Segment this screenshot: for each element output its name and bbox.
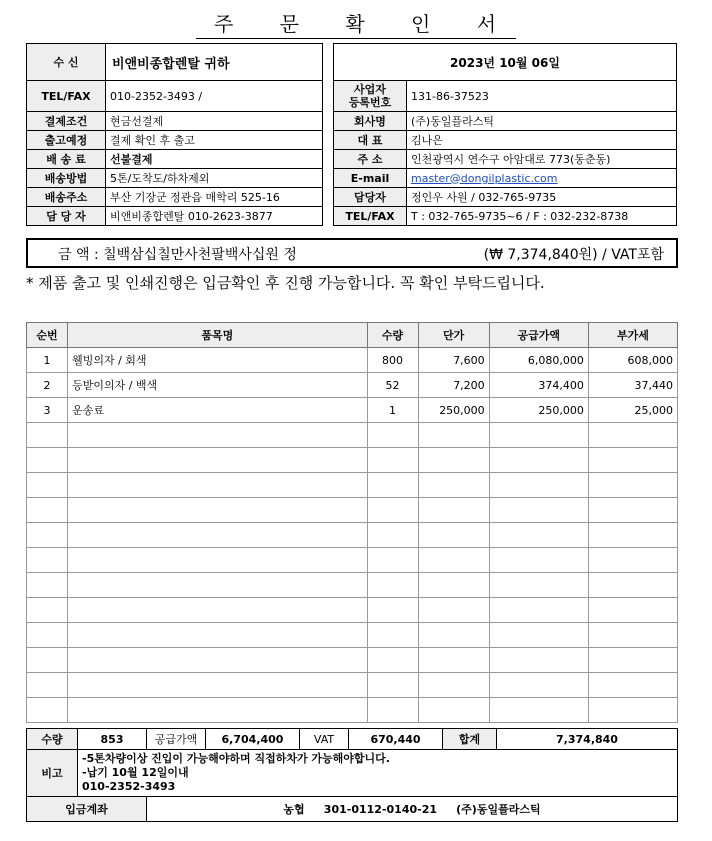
empty-cell xyxy=(367,548,418,573)
remark-line: 010-2352-3493 xyxy=(82,780,176,793)
amount-text: 금 액 : 칠백삼십칠만사천팔백사십원 정 xyxy=(58,247,297,263)
empty-cell xyxy=(68,523,367,548)
empty-cell xyxy=(418,473,489,498)
empty-cell xyxy=(588,648,677,673)
empty-table-row xyxy=(27,598,678,623)
empty-cell xyxy=(27,623,68,648)
address-value: 인천광역시 연수구 아암대로 773(동춘동) xyxy=(407,150,677,169)
empty-cell xyxy=(588,448,677,473)
empty-cell xyxy=(367,423,418,448)
empty-cell xyxy=(489,623,588,648)
empty-cell xyxy=(588,473,677,498)
empty-cell xyxy=(68,648,367,673)
shipping-method-value: 5톤/도착도/하차제외 xyxy=(106,169,323,188)
row-item: 웰빙의자 / 회색 xyxy=(68,348,367,373)
table-row xyxy=(27,373,678,398)
row-supply: 374,400 xyxy=(489,373,588,398)
empty-cell xyxy=(367,598,418,623)
empty-cell xyxy=(367,573,418,598)
empty-cell xyxy=(367,698,418,723)
empty-table-row xyxy=(27,698,678,723)
col-qty-header: 수량 xyxy=(367,323,418,348)
ship-schedule-label: 출고예정 xyxy=(27,131,106,150)
total-qty-label: 수량 xyxy=(27,729,78,750)
row-item: 운송료 xyxy=(68,398,367,423)
empty-cell xyxy=(418,648,489,673)
col-price-header: 단가 xyxy=(418,323,489,348)
amount-figure: (₩ 7,374,840원) / VAT포함 xyxy=(483,247,664,263)
empty-cell xyxy=(68,548,367,573)
empty-cell xyxy=(588,498,677,523)
empty-cell xyxy=(68,423,367,448)
remarks-label: 비고 xyxy=(27,750,78,797)
empty-table-row xyxy=(27,673,678,698)
tel-fax-value: 010-2352-3493 / xyxy=(106,81,323,112)
supplier-table xyxy=(333,43,677,226)
bank-account-value: 농협 301-0112-0140-21 (주)동일플라스틱 xyxy=(147,797,678,822)
shipping-fee-value: 선불결제 xyxy=(106,150,323,169)
payment-terms-value: 현금선결제 xyxy=(106,112,323,131)
empty-cell xyxy=(27,598,68,623)
empty-cell xyxy=(27,523,68,548)
email-label: E-mail xyxy=(334,169,407,188)
empty-cell xyxy=(27,448,68,473)
bank-account-label: 입금계좌 xyxy=(27,797,147,822)
row-price: 7,200 xyxy=(418,373,489,398)
empty-cell xyxy=(489,448,588,473)
empty-cell xyxy=(418,523,489,548)
empty-cell xyxy=(367,473,418,498)
row-price: 250,000 xyxy=(418,398,489,423)
empty-cell xyxy=(489,523,588,548)
empty-cell xyxy=(418,623,489,648)
recipient-table xyxy=(26,43,323,226)
row-no: 1 xyxy=(27,348,68,373)
empty-cell xyxy=(27,548,68,573)
items-header-row xyxy=(27,323,678,348)
empty-cell xyxy=(367,623,418,648)
row-item: 등받이의자 / 백색 xyxy=(68,373,367,398)
biz-reg-value: 131-86-37523 xyxy=(407,81,677,112)
empty-cell xyxy=(418,448,489,473)
amount-box xyxy=(26,238,678,268)
empty-cell xyxy=(27,673,68,698)
empty-cell xyxy=(27,498,68,523)
empty-cell xyxy=(68,598,367,623)
empty-cell xyxy=(588,573,677,598)
staff-label: 담당자 xyxy=(334,188,407,207)
empty-table-row xyxy=(27,523,678,548)
shipping-method-label: 배송방법 xyxy=(27,169,106,188)
empty-table-row xyxy=(27,498,678,523)
empty-cell xyxy=(68,498,367,523)
remark-line: -5톤차량이상 진입이 가능해야하며 직접하차가 가능해야합니다. xyxy=(82,752,390,765)
row-qty: 52 xyxy=(367,373,418,398)
empty-cell xyxy=(27,423,68,448)
col-no-header: 순번 xyxy=(27,323,68,348)
col-item-header: 품목명 xyxy=(68,323,367,348)
empty-cell xyxy=(68,623,367,648)
empty-cell xyxy=(68,448,367,473)
empty-cell xyxy=(489,698,588,723)
row-price: 7,600 xyxy=(418,348,489,373)
empty-cell xyxy=(367,648,418,673)
empty-cell xyxy=(588,698,677,723)
contact-label: 담 당 자 xyxy=(27,207,106,226)
total-qty-value: 853 xyxy=(78,729,147,750)
empty-cell xyxy=(588,523,677,548)
empty-cell xyxy=(489,548,588,573)
empty-rows xyxy=(27,423,678,723)
empty-table-row xyxy=(27,548,678,573)
recipient-label: 수 신 xyxy=(27,44,106,81)
empty-cell xyxy=(418,423,489,448)
empty-cell xyxy=(588,548,677,573)
biz-reg-label: 사업자 등록번호 xyxy=(334,81,407,112)
empty-cell xyxy=(27,698,68,723)
table-row xyxy=(27,348,678,373)
supplier-tel-fax-value: T : 032-765-9735~6 / F : 032-232-8738 xyxy=(407,207,677,226)
empty-table-row xyxy=(27,648,678,673)
empty-cell xyxy=(27,648,68,673)
row-supply: 6,080,000 xyxy=(489,348,588,373)
empty-cell xyxy=(367,448,418,473)
empty-cell xyxy=(489,423,588,448)
staff-value: 정인우 사원 / 032-765-9735 xyxy=(407,188,677,207)
empty-cell xyxy=(418,673,489,698)
ceo-value: 김나은 xyxy=(407,131,677,150)
tel-fax-label: TEL/FAX xyxy=(27,81,106,112)
empty-cell xyxy=(588,598,677,623)
row-no: 2 xyxy=(27,373,68,398)
empty-cell xyxy=(367,498,418,523)
empty-cell xyxy=(588,623,677,648)
col-supply-header: 공급가액 xyxy=(489,323,588,348)
summary-table xyxy=(26,728,678,822)
empty-cell xyxy=(489,648,588,673)
address-label: 주 소 xyxy=(334,150,407,169)
vat-total-value: 670,440 xyxy=(349,729,443,750)
shipping-fee-label: 배 송 료 xyxy=(27,150,106,169)
notice-text: * 제품 출고 및 인쇄진행은 입금확인 후 진행 가능합니다. 꼭 확인 부탁드립니다. xyxy=(26,274,545,292)
ship-schedule-value: 결제 확인 후 출고 xyxy=(106,131,323,150)
empty-cell xyxy=(27,473,68,498)
row-vat: 608,000 xyxy=(588,348,677,373)
empty-cell xyxy=(489,498,588,523)
supply-total-value: 6,704,400 xyxy=(206,729,300,750)
empty-table-row xyxy=(27,423,678,448)
empty-table-row xyxy=(27,623,678,648)
order-date: 2023년 10월 06일 xyxy=(334,44,677,81)
empty-cell xyxy=(367,673,418,698)
empty-cell xyxy=(489,573,588,598)
row-qty: 1 xyxy=(367,398,418,423)
empty-cell xyxy=(418,698,489,723)
empty-table-row xyxy=(27,573,678,598)
empty-table-row xyxy=(27,448,678,473)
empty-cell xyxy=(27,573,68,598)
email-link[interactable]: master@dongilplastic.com xyxy=(411,171,558,185)
empty-cell xyxy=(418,498,489,523)
empty-cell xyxy=(68,673,367,698)
contact-value: 비앤비종합렌탈 010-2623-3877 xyxy=(106,207,323,226)
empty-cell xyxy=(68,473,367,498)
company-label: 회사명 xyxy=(334,112,407,131)
empty-cell xyxy=(588,423,677,448)
empty-cell xyxy=(489,673,588,698)
grand-total-label: 합계 xyxy=(443,729,497,750)
empty-cell xyxy=(367,523,418,548)
shipping-address-label: 배송주소 xyxy=(27,188,106,207)
ceo-label: 대 표 xyxy=(334,131,407,150)
payment-terms-label: 결제조건 xyxy=(27,112,106,131)
remarks-value xyxy=(78,750,678,797)
recipient-value: 비앤비종합렌탈 귀하 xyxy=(106,44,323,81)
document-title: 주 문 확 인 서 xyxy=(0,8,712,37)
company-value: (주)동일플라스틱 xyxy=(407,112,677,131)
row-vat: 37,440 xyxy=(588,373,677,398)
shipping-address-value: 부산 기장군 정관읍 매학리 525-16 xyxy=(106,188,323,207)
items-table xyxy=(26,322,678,723)
vat-total-label: VAT xyxy=(300,729,349,750)
empty-cell xyxy=(418,548,489,573)
remark-line: -납기 10월 12일이내 xyxy=(82,766,189,779)
row-no: 3 xyxy=(27,398,68,423)
supply-total-label: 공급가액 xyxy=(147,729,206,750)
row-qty: 800 xyxy=(367,348,418,373)
table-row xyxy=(27,398,678,423)
empty-cell xyxy=(68,573,367,598)
empty-table-row xyxy=(27,473,678,498)
grand-total-value: 7,374,840 xyxy=(497,729,678,750)
empty-cell xyxy=(418,573,489,598)
row-supply: 250,000 xyxy=(489,398,588,423)
supplier-tel-fax-label: TEL/FAX xyxy=(334,207,407,226)
col-vat-header: 부가세 xyxy=(588,323,677,348)
empty-cell xyxy=(418,598,489,623)
empty-cell xyxy=(588,673,677,698)
empty-cell xyxy=(68,698,367,723)
empty-cell xyxy=(489,598,588,623)
empty-cell xyxy=(489,473,588,498)
row-vat: 25,000 xyxy=(588,398,677,423)
